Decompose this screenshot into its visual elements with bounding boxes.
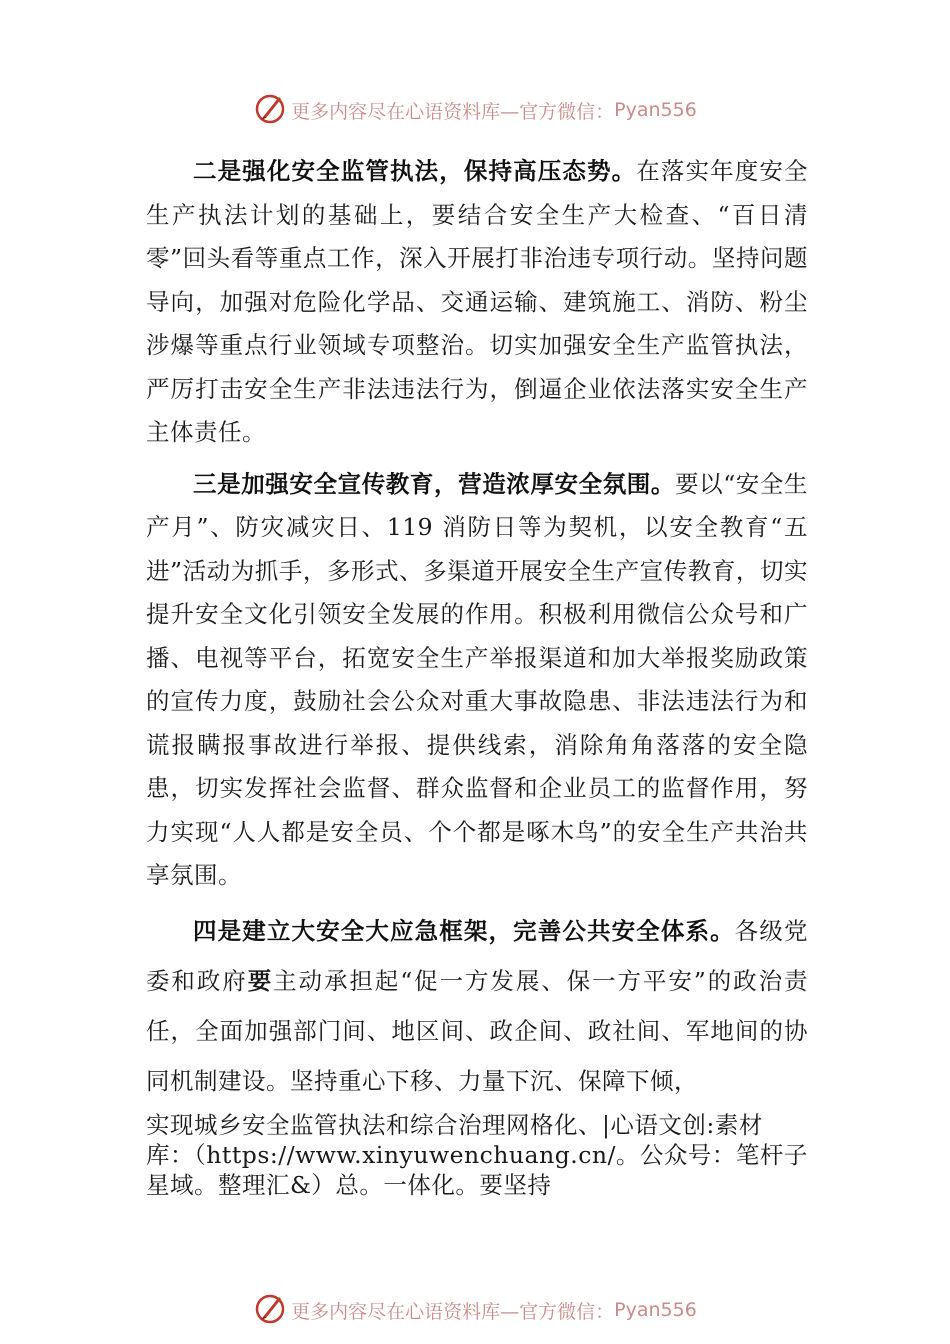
paragraph-heading: 三是加强安全宣传教育，营造浓厚安全氛围。 [193, 469, 675, 498]
document-body [146, 150, 808, 1200]
paragraph-3 [146, 463, 808, 898]
quill-pen-logo-icon [253, 1291, 287, 1330]
trailing-text: 实现城乡安全监管执法和综合治理网格化、|心语文创:素材库：（https://www.xinyuwenchuang.cn/。公众号：笔杆子星域。整理汇&）总。一体化。要坚持 [146, 1110, 808, 1199]
quill-pen-logo-icon [253, 91, 287, 130]
bold-char: 要 [247, 966, 274, 995]
paragraph-2 [146, 150, 808, 455]
paragraph-text: 在落实年度安全生产执法计划的基础上，要结合安全生产大检查、“百日清零”回头看等重点工作，深入开展打非治违专项行动。坚持问题导向，加强对危险化学品、交通运输、建筑施工、消防、粉尘涉爆等重点行业领域专项整治。切实加强安全生产监管执法，严厉打击安全生产非法违法行为，倒逼企业依法落实安全生产主体责任。 [146, 157, 808, 446]
paragraph-text: 要以“安全生产月”、防灾减灾日、119 消防日等为契机，以安全教育“五进”活动为抓手，多形式、多渠道开展安全生产宣传教育，切实提升安全文化引领安全发展的作用。积极利用微信公众号和广播、电视等平台，拓宽安全生产举报渠道和加大举报奖励政策的宣传力度，鼓励社会公众对重大事故隐患、非法违法行为和谎报瞒报事故进行举报、提供线索，消除角角落落的安全隐患，切实发挥社会监督、群众监督和企业员工的监督作用，努力实现“人人都是安全员、个个都是啄木鸟”的安全生产共治共享氛围。 [146, 469, 809, 889]
paragraph-4 [146, 906, 808, 1106]
paragraph-text: 主动承担起“促一方发展、保一方平安”的政治责任，全面加强部门间、地区间、政企间、政社间、军地间的协同机制建设。坚持重心下移、力量下沉、保障下倾， [146, 966, 808, 1095]
watermark-text: 更多内容尽在心语资料库—官方微信： [291, 1300, 615, 1323]
paragraph-heading: 二是强化安全监管执法，保持高压态势。 [193, 157, 637, 185]
footer-watermark [0, 1290, 950, 1330]
watermark-wechat-id: Pyan556 [614, 1299, 697, 1321]
header-watermark [0, 90, 950, 130]
paragraph-heading: 四是建立大安全大应急框架，完善公共安全体系。 [193, 916, 735, 945]
paragraph-text: 各级党委和政府 [146, 916, 808, 995]
watermark-text: 更多内容尽在心语资料库—官方微信： [291, 100, 615, 123]
watermark-wechat-id: Pyan556 [614, 99, 697, 121]
